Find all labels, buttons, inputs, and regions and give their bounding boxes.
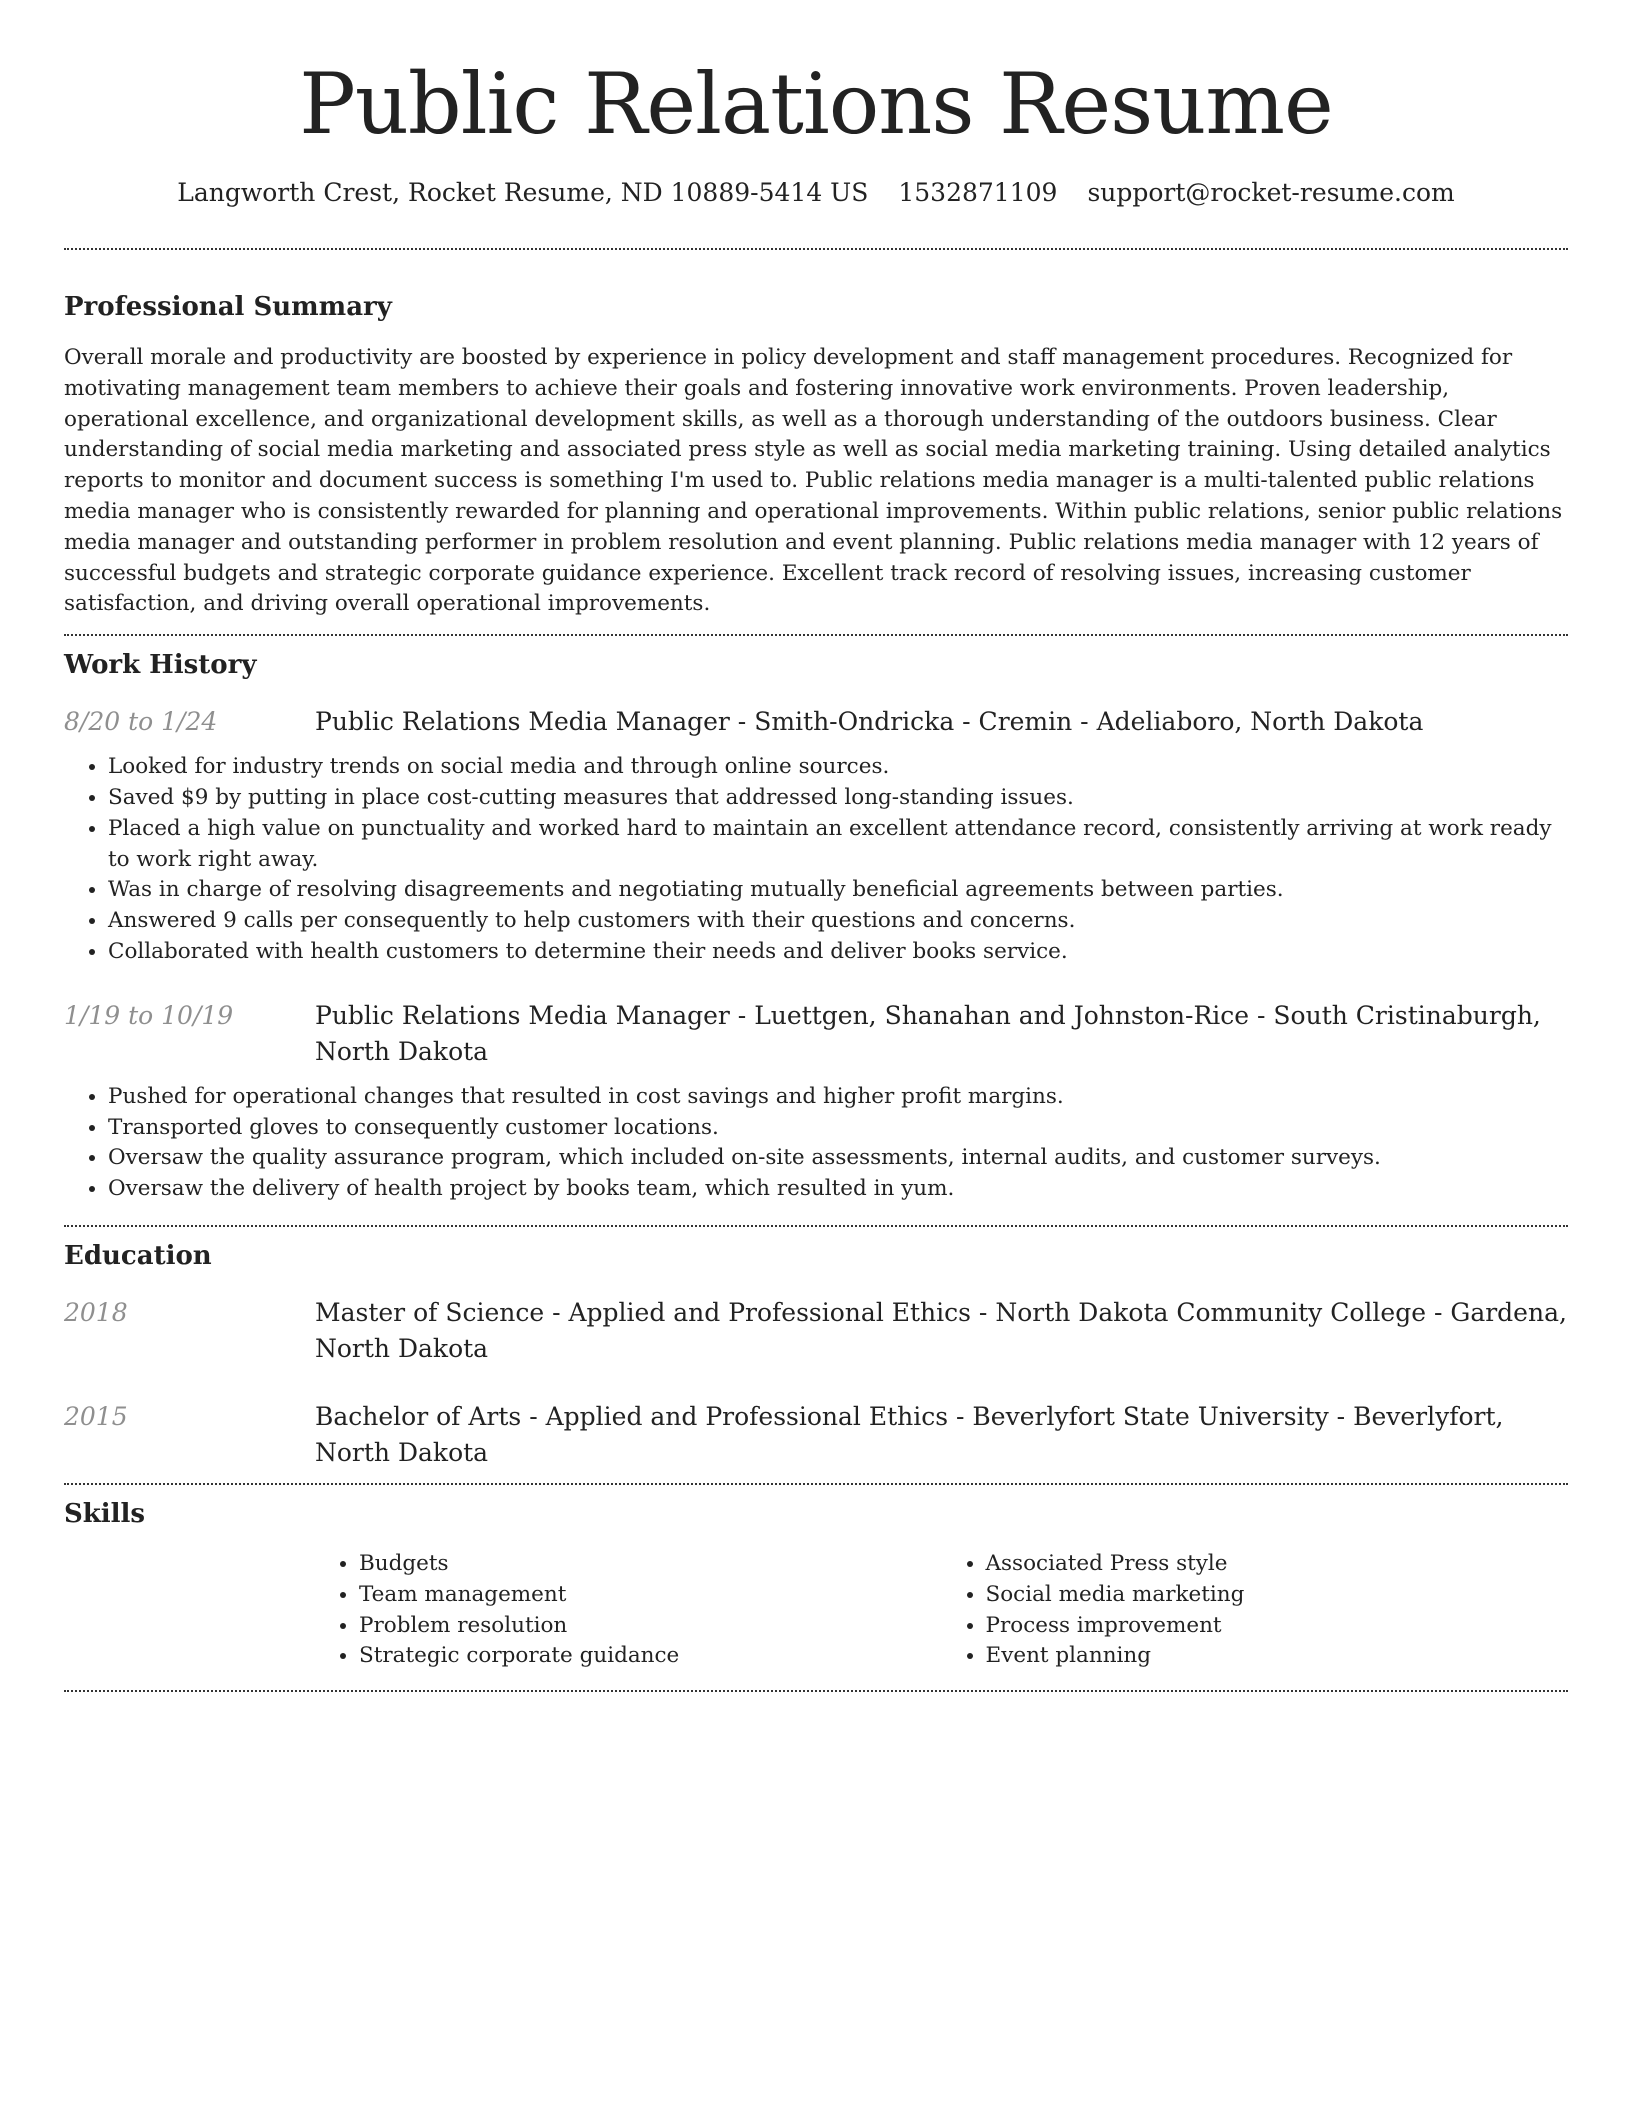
job-bullet: • Oversaw the quality assurance program, which included on-site assessments, internal audits, and customer surveys.	[108, 1143, 1568, 1174]
education-heading: Master of Science - Applied and Professional Ethics - North Dakota Community College - Gardena, North Dakota	[315, 1297, 1567, 1363]
section-title-skills: Skills	[64, 1498, 146, 1529]
divider	[64, 248, 1568, 250]
job-dates: 8/20 to 1/24	[64, 707, 218, 737]
skills-list	[315, 1549, 1568, 1672]
skill-item: • Strategic corporate guidance	[359, 1641, 942, 1672]
education-year: 2018	[64, 1297, 128, 1327]
contact-line	[64, 176, 1568, 210]
job-bullet: • Saved $9 by putting in place cost-cutting measures that addressed long-standing issues.	[108, 783, 1568, 814]
education-heading: Bachelor of Arts - Applied and Professional Ethics - Beverlyfort State University - Beverlyfort, North Dakota	[315, 1401, 1504, 1467]
job-bullet: • Oversaw the delivery of health project by books team, which resulted in yum.	[108, 1174, 1568, 1205]
contact-phone: 1532871109	[898, 178, 1058, 207]
education-entry	[64, 1295, 1568, 1367]
job-bullet: • Was in charge of resolving disagreements and negotiating mutually beneficial agreements between parties.	[108, 875, 1568, 906]
skill-item: • Associated Press style	[986, 1549, 1569, 1580]
resume-name: Public Relations Resume	[299, 55, 1333, 153]
contact-email: support@rocket-resume.com	[1087, 178, 1455, 207]
job-bullet: • Transported gloves to consequently customer locations.	[108, 1113, 1568, 1144]
job-bullet: • Pushed for operational changes that resulted in cost savings and higher profit margins.	[108, 1082, 1568, 1113]
section-title-work-history: Work History	[64, 650, 257, 681]
skills-column-left	[315, 1549, 942, 1672]
job-bullet: • Collaborated with health customers to determine their needs and deliver books service.	[108, 937, 1568, 968]
skill-item: • Problem resolution	[359, 1611, 942, 1642]
divider	[64, 1483, 1568, 1485]
skill-item: • Social media marketing	[986, 1580, 1569, 1611]
section-title-education: Education	[64, 1240, 212, 1271]
job-heading: Public Relations Media Manager - Smith-Ondricka - Cremin - Adeliaboro, North Dakota	[315, 707, 1424, 737]
divider	[64, 1225, 1568, 1227]
job-header	[64, 704, 1568, 740]
job-heading: Public Relations Media Manager - Luettgen, Shanahan and Johnston-Rice - South Cristinaburgh, North Dakota	[315, 1000, 1541, 1066]
education-entry	[64, 1399, 1568, 1471]
job-dates: 1/19 to 10/19	[64, 1000, 234, 1030]
summary-text: Overall morale and productivity are boosted by experience in policy development and staff management procedures. Recognized for motivating management team members to achieve their goals and fostering innovative work environments. Proven leadership, operational excellence, and organizational development skills, as well as a thorough understanding of the outdoors business. Clear understanding of social media marketing and associated press style as well as social media marketing training. Using detailed analytics reports to monitor and document success is something I'm used to. Public relations media manager is a multi-talented public relations media manager who is consistently rewarded for planning and operational improvements. Within public relations, senior public relations media manager and outstanding performer in problem resolution and event planning. Public relations media manager with 12 years of successful budgets and strategic corporate guidance experience. Excellent track record of resolving issues, increasing customer satisfaction, and driving overall operational improvements.	[64, 345, 1563, 617]
job-header	[64, 998, 1568, 1070]
section-title-summary: Professional Summary	[64, 292, 392, 322]
job-entry	[64, 998, 1568, 1205]
divider	[64, 1690, 1568, 1692]
education-year: 2015	[64, 1401, 128, 1431]
job-entry	[64, 704, 1568, 968]
divider	[64, 634, 1568, 636]
job-bullets	[64, 752, 1568, 968]
skill-item: • Event planning	[986, 1641, 1569, 1672]
job-bullets	[64, 1082, 1568, 1205]
job-bullet: • Looked for industry trends on social media and through online sources.	[108, 752, 1568, 783]
skill-item: • Process improvement	[986, 1611, 1569, 1642]
contact-address: Langworth Crest, Rocket Resume, ND 10889-5414 US	[177, 178, 869, 207]
skills-column-right	[942, 1549, 1569, 1672]
skill-item: • Team management	[359, 1580, 942, 1611]
job-bullet: • Answered 9 calls per consequently to help customers with their questions and concerns.	[108, 906, 1568, 937]
skill-item: • Budgets	[359, 1549, 942, 1580]
job-bullet: • Placed a high value on punctuality and worked hard to maintain an excellent attendance record, consistently arriving at work ready to work right away.	[108, 814, 1568, 876]
